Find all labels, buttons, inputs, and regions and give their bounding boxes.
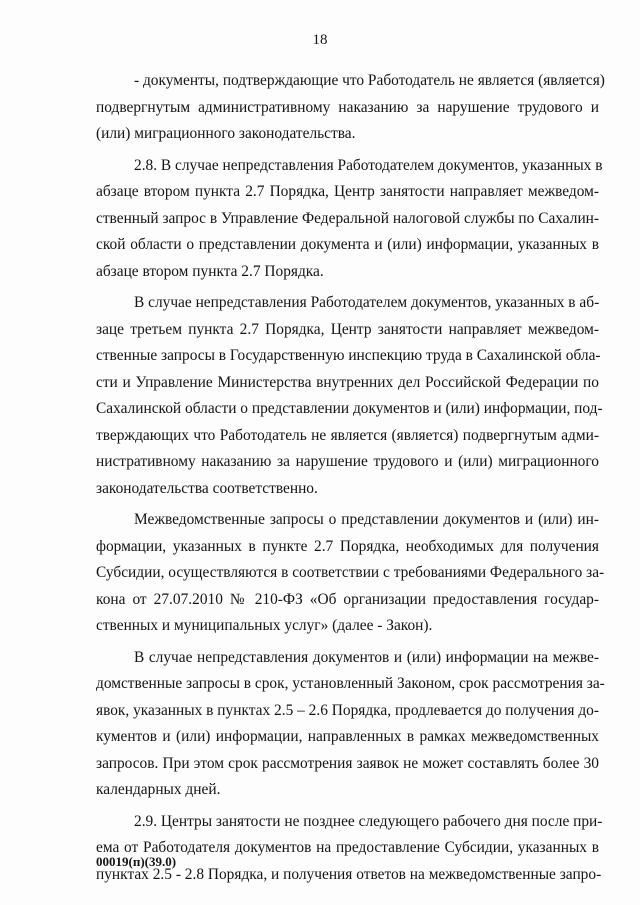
paragraph <box>96 645 605 804</box>
text-line: 2.9. Центры занятости не позднее следующего рабочего дня после при- <box>134 812 603 830</box>
paragraph <box>96 809 603 889</box>
text-line: формации, указанных в пункте 2.7 Порядка, необходимых для получения <box>96 537 599 555</box>
text-line: явок, указанных в пунктах 2.5 – 2.6 Порядка, продлевается до получения до- <box>96 701 599 719</box>
text-line: сти и Управление Министерства внутренних дел Российской Федерации по <box>96 373 599 391</box>
document-body <box>96 68 605 893</box>
text-line: кона от 27.07.2010 № 210-ФЗ «Об организации предоставления государ- <box>96 590 599 608</box>
document-code: 00019(п)(39.0) <box>96 854 177 869</box>
text-line: В случае непредставления Работодателем документов, указанных в аб- <box>134 294 600 311</box>
text-line: ской области о представлении документа и (или) информации, указанных в <box>96 236 599 253</box>
text-line: пунктах 2.5 - 2.8 Порядка, и получения ответов на межведомственные запро- <box>96 865 602 883</box>
text-line: кументов и (или) информации, направленных в рамках межведомственных <box>96 728 599 745</box>
paragraph <box>96 68 605 148</box>
text-line: - документы, подтверждающие что Работодатель не является (является) <box>134 72 605 89</box>
text-line: подвергнутым административному наказанию за нарушение трудового и <box>96 98 599 116</box>
text-line: В случае непредставления документов и (или) информации на межве- <box>134 648 599 666</box>
text-line: (или) миграционного законодательства. <box>96 125 356 142</box>
text-line: ственный запрос в Управление Федеральной налоговой службы по Сахалин- <box>96 209 600 227</box>
paragraph <box>96 290 603 502</box>
text-line: ема от Работодателя документов на предоставление Субсидии, указанных в <box>96 839 599 856</box>
text-line: домственные запросы в срок, установленный Законом, срок рассмотрения за- <box>96 675 605 692</box>
text-line: ственные запросы в Государственную инспекцию труда в Сахалинской обла- <box>96 347 601 364</box>
text-line: запросов. При этом срок рассмотрения заявок не может составлять более 30 <box>96 754 599 772</box>
text-line: абзаце втором пункта 2.7 Порядка, Центр занятости направляет межведом- <box>96 183 599 200</box>
page-number: 18 <box>312 32 328 48</box>
text-line: нистративному наказанию за нарушение трудового и (или) миграционного <box>96 453 599 470</box>
text-line: тверждающих что Работодатель не является (является) подвергнутым адми- <box>96 426 599 444</box>
paragraph <box>96 507 605 640</box>
text-line: Субсидии, осуществляются в соответствии с требованиями Федерального за- <box>96 564 605 581</box>
text-line: законодательства соответственно. <box>96 479 318 497</box>
text-line: ственных и муниципальных услуг» (далее - Закон). <box>96 617 433 634</box>
text-line: Сахалинской области о представлении документов и (или) информации, под- <box>96 400 603 417</box>
text-line: абзаце втором пункта 2.7 Порядка. <box>96 262 324 280</box>
paragraph <box>96 153 603 286</box>
text-line: календарных дней. <box>96 781 221 798</box>
text-line: заце третьем пункта 2.7 Порядка, Центр занятости направляет межведом- <box>96 320 599 338</box>
text-line: Межведомственные запросы о представлении документов и (или) ин- <box>134 511 599 528</box>
text-line: 2.8. В случае непредставления Работодателем документов, указанных в <box>134 156 603 174</box>
